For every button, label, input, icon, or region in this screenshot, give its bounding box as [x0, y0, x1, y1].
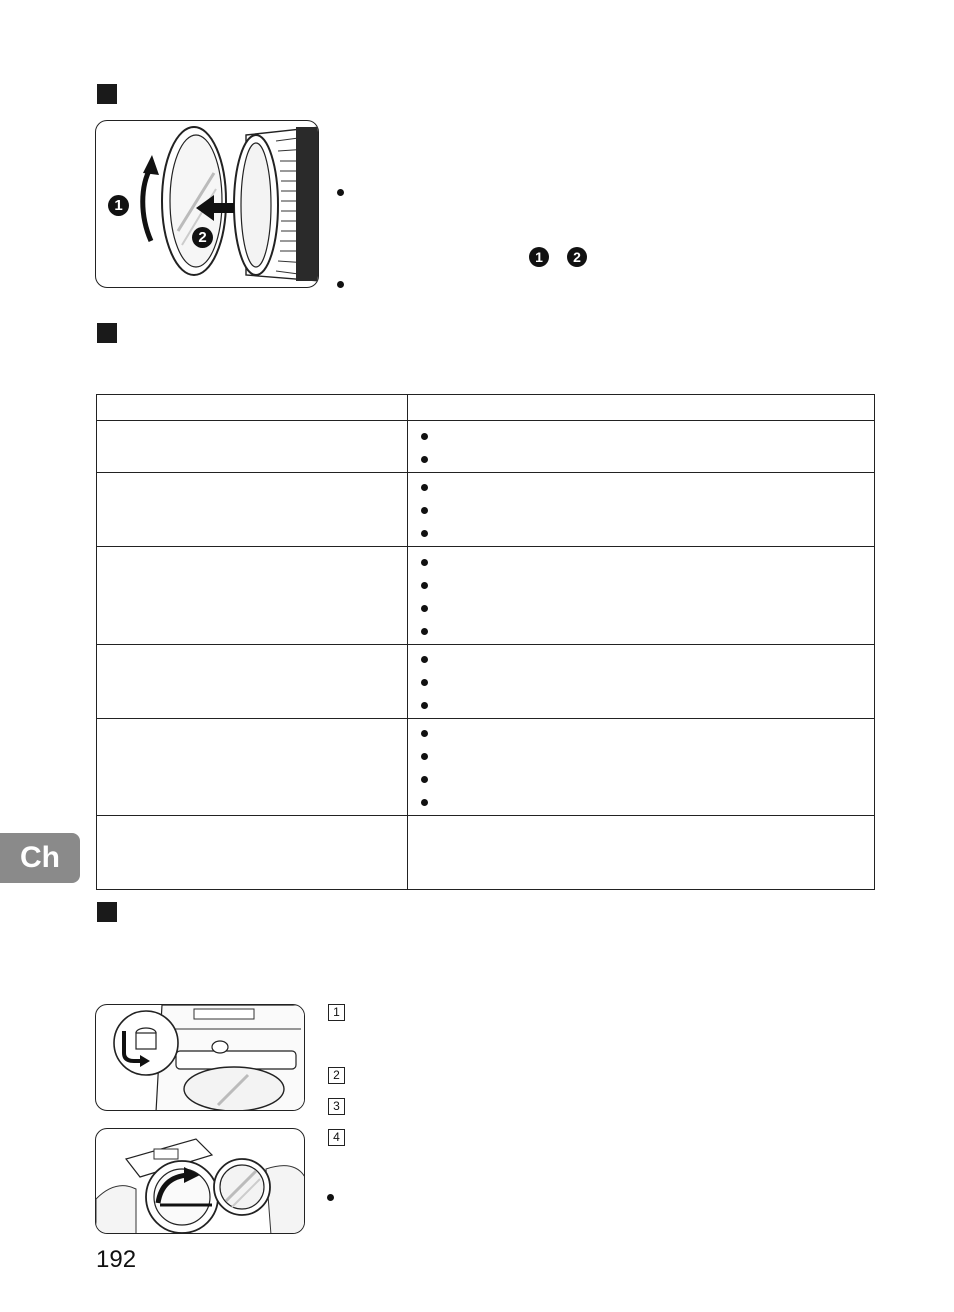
section-marker-troubleshooting: [97, 323, 117, 343]
table-row: [97, 645, 875, 719]
section-marker-slip-in-filter: [97, 902, 117, 922]
step-number-box: 4: [328, 1129, 345, 1146]
troubleshooting-table: [96, 394, 875, 890]
table-cell: [97, 473, 408, 547]
bullet: [421, 753, 428, 760]
table-cell: [97, 719, 408, 816]
bullet: [421, 433, 428, 440]
table-header-row: [97, 395, 875, 421]
table-row: [97, 473, 875, 547]
bullet: [421, 628, 428, 635]
bullet: [421, 456, 428, 463]
table-cell: [97, 421, 408, 473]
bullet: [421, 776, 428, 783]
table-cell: [408, 473, 875, 547]
bullet: [421, 530, 428, 537]
filter-holder-illustration: [96, 1005, 305, 1111]
page-number: 192: [96, 1246, 137, 1273]
bullet: [337, 189, 344, 196]
step-number-1-icon: 1: [108, 195, 129, 216]
table-row: [97, 547, 875, 645]
bullet: [421, 679, 428, 686]
step-number-box: 1: [328, 1004, 345, 1021]
table-cell: [408, 421, 875, 473]
table-cell: [408, 816, 875, 890]
bullet: [421, 605, 428, 612]
bullet: [337, 281, 344, 288]
bullet: [327, 1194, 334, 1201]
table-row: [97, 816, 875, 890]
bullet: [421, 702, 428, 709]
ref-step-1-icon: 1: [529, 247, 549, 267]
filter-removal-illustration: [96, 1129, 305, 1234]
table-row: [97, 421, 875, 473]
step-number-box: 3: [328, 1098, 345, 1115]
bullet: [421, 559, 428, 566]
table-cell: [97, 645, 408, 719]
table-cell: [408, 719, 875, 816]
bullet: [421, 656, 428, 663]
bullet: [421, 582, 428, 589]
language-tab: Ch: [0, 833, 80, 883]
filter-lens-illustration: [96, 121, 319, 288]
step-number-2-icon: 2: [192, 227, 213, 248]
table-cell: [97, 547, 408, 645]
section-marker-attach-filter: [97, 84, 117, 104]
table-row: [97, 719, 875, 816]
bullet: [421, 484, 428, 491]
bullet: [421, 730, 428, 737]
table-header-cell: [97, 395, 408, 421]
step-number-box: 2: [328, 1067, 345, 1084]
table-cell: [408, 645, 875, 719]
bullet: [421, 507, 428, 514]
figure-filter-holder-lock: [95, 1004, 305, 1111]
table-cell: [408, 547, 875, 645]
figure-screw-on-filter: [95, 120, 319, 288]
figure-filter-removal: [95, 1128, 305, 1234]
table-cell: [97, 816, 408, 890]
bullet: [421, 799, 428, 806]
table-header-cell: [408, 395, 875, 421]
ref-step-2-icon: 2: [567, 247, 587, 267]
